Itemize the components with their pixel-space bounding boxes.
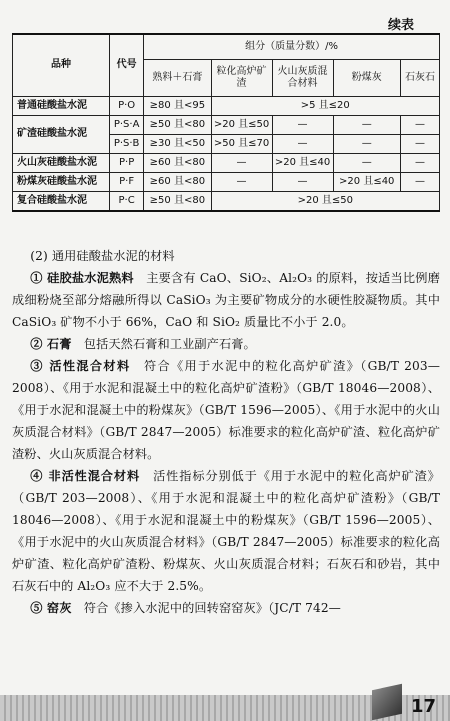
cement-composition-table bbox=[12, 33, 440, 212]
cell-pozzolan: — bbox=[272, 116, 333, 135]
paragraph-lead: ③ 活性混合材料 bbox=[30, 359, 131, 373]
page-number: 17 bbox=[410, 696, 436, 717]
cell-clinker: ≥60 且<80 bbox=[144, 154, 211, 173]
cell-merged: >5 且≤20 bbox=[211, 97, 439, 116]
cell-pozzolan: — bbox=[272, 173, 333, 192]
paragraph bbox=[12, 465, 440, 597]
cell-fly-ash: — bbox=[333, 135, 400, 154]
header-limestone: 石灰石 bbox=[400, 60, 439, 97]
paragraph-text: 活性指标分别低于《用于水泥中的粒化高炉矿渣》（GB/T 203—2008）、《用于水泥和混凝土中的粒化高炉矿渣粉》（GB/T 18046—2008）、《用于水泥和混凝土中的粉煤灰》（GB/T 1596—2005）、《用于水泥中的火山灰质混合材料》（GB/T 2847—2005）标准要求的粒化高炉矿渣、粒化高炉矿渣粉、粉煤灰、火山灰质混合材料；石灰石和砂岩，其中石灰石中的 Al₂O₃ 应不大于 2.5%。 bbox=[12, 469, 440, 593]
cube-decoration-icon bbox=[372, 684, 402, 720]
header-variety: 品种 bbox=[13, 34, 110, 97]
paragraph bbox=[12, 355, 440, 465]
header-code: 代号 bbox=[110, 34, 144, 97]
cell-slag: >20 且≤50 bbox=[211, 116, 272, 135]
cell-fly-ash: — bbox=[333, 154, 400, 173]
cell-clinker: ≥80 且<95 bbox=[144, 97, 211, 116]
header-clinker-gypsum: 熟料＋石膏 bbox=[144, 60, 211, 97]
cell-fly-ash: >20 且≤40 bbox=[333, 173, 400, 192]
table-row bbox=[13, 173, 440, 192]
table-row bbox=[13, 154, 440, 173]
paragraph-text: 主要含有 CaO、SiO₂、Al₂O₃ 的原料，按适当比例磨成细粉烧至部分熔融所得以 CaSiO₃ 为主要矿物成分的水硬性胶凝物质。其中 CaSiO₃ 矿物不小于 66%，CaO 和 SiO₂ 质量比不小于 2.0。 bbox=[12, 271, 440, 329]
cell-slag: >50 且≤70 bbox=[211, 135, 272, 154]
header-slag: 粒化高炉矿渣 bbox=[211, 60, 272, 97]
cell-pozzolan: — bbox=[272, 135, 333, 154]
header-pozzolan: 火山灰质混合材料 bbox=[272, 60, 333, 97]
cell-clinker: ≥50 且<80 bbox=[144, 116, 211, 135]
table-row bbox=[13, 97, 440, 116]
body-text bbox=[12, 245, 440, 619]
paragraph-text: 符合《用于水泥中的粒化高炉矿渣》（GB/T 203—2008）、《用于水泥和混凝土中的粒化高炉矿渣粉》（GB/T 18046—2008）、《用于水泥和混凝土中的粉煤灰》（GB/T 1596—2005）、《用于水泥中的火山灰质混合材料》（GB/T 2847—2005）标准要求的粒化高炉矿渣、粒化高炉矿渣粉、火山灰质混合材料。 bbox=[12, 359, 440, 461]
cell-limestone: — bbox=[400, 116, 439, 135]
table-row bbox=[13, 192, 440, 212]
header-fly-ash: 粉煤灰 bbox=[333, 60, 400, 97]
row-name: 普通硅酸盐水泥 bbox=[13, 97, 110, 116]
cell-clinker: ≥60 且<80 bbox=[144, 173, 211, 192]
row-code: P·S·A bbox=[110, 116, 144, 135]
continued-label: 续表 bbox=[387, 18, 414, 33]
cell-merged: >20 且≤50 bbox=[211, 192, 439, 212]
cell-limestone: — bbox=[400, 154, 439, 173]
paragraph bbox=[12, 267, 440, 333]
row-code: P·C bbox=[110, 192, 144, 212]
table-row bbox=[13, 116, 440, 135]
cell-slag: — bbox=[211, 154, 272, 173]
paragraph-text: 包括天然石膏和工业副产石膏。 bbox=[71, 337, 256, 351]
paragraph bbox=[12, 333, 440, 355]
cell-pozzolan: >20 且≤40 bbox=[272, 154, 333, 173]
cell-fly-ash: — bbox=[333, 116, 400, 135]
paragraph bbox=[12, 597, 440, 619]
paragraph-text: 符合《掺入水泥中的回转窑窑灰》（JC/T 742— bbox=[71, 601, 341, 615]
cell-limestone: — bbox=[400, 135, 439, 154]
header-components: 组分（质量分数）/% bbox=[144, 34, 440, 60]
paragraph-lead: ① 硅胶盐水泥熟料 bbox=[30, 271, 134, 285]
row-name: 火山灰硅酸盐水泥 bbox=[13, 154, 110, 173]
cell-slag: — bbox=[211, 173, 272, 192]
paragraph-lead: ⑤ 窑灰 bbox=[30, 601, 72, 615]
cell-limestone: — bbox=[400, 173, 439, 192]
cell-clinker: ≥30 且<50 bbox=[144, 135, 211, 154]
section-heading bbox=[12, 245, 440, 267]
paragraph-lead: ② 石膏 bbox=[30, 337, 72, 351]
row-code: P·P bbox=[110, 154, 144, 173]
row-code: P·S·B bbox=[110, 135, 144, 154]
paragraph-lead: ④ 非活性混合材料 bbox=[30, 469, 141, 483]
paragraph-text: (2) 通用硅酸盐水泥的材料 bbox=[30, 249, 175, 263]
row-code: P·F bbox=[110, 173, 144, 192]
row-code: P·O bbox=[110, 97, 144, 116]
cell-clinker: ≥50 且<80 bbox=[144, 192, 211, 212]
row-name: 粉煤灰硅酸盐水泥 bbox=[13, 173, 110, 192]
row-name: 复合硅酸盐水泥 bbox=[13, 192, 110, 212]
row-name: 矿渣硅酸盐水泥 bbox=[13, 116, 110, 154]
